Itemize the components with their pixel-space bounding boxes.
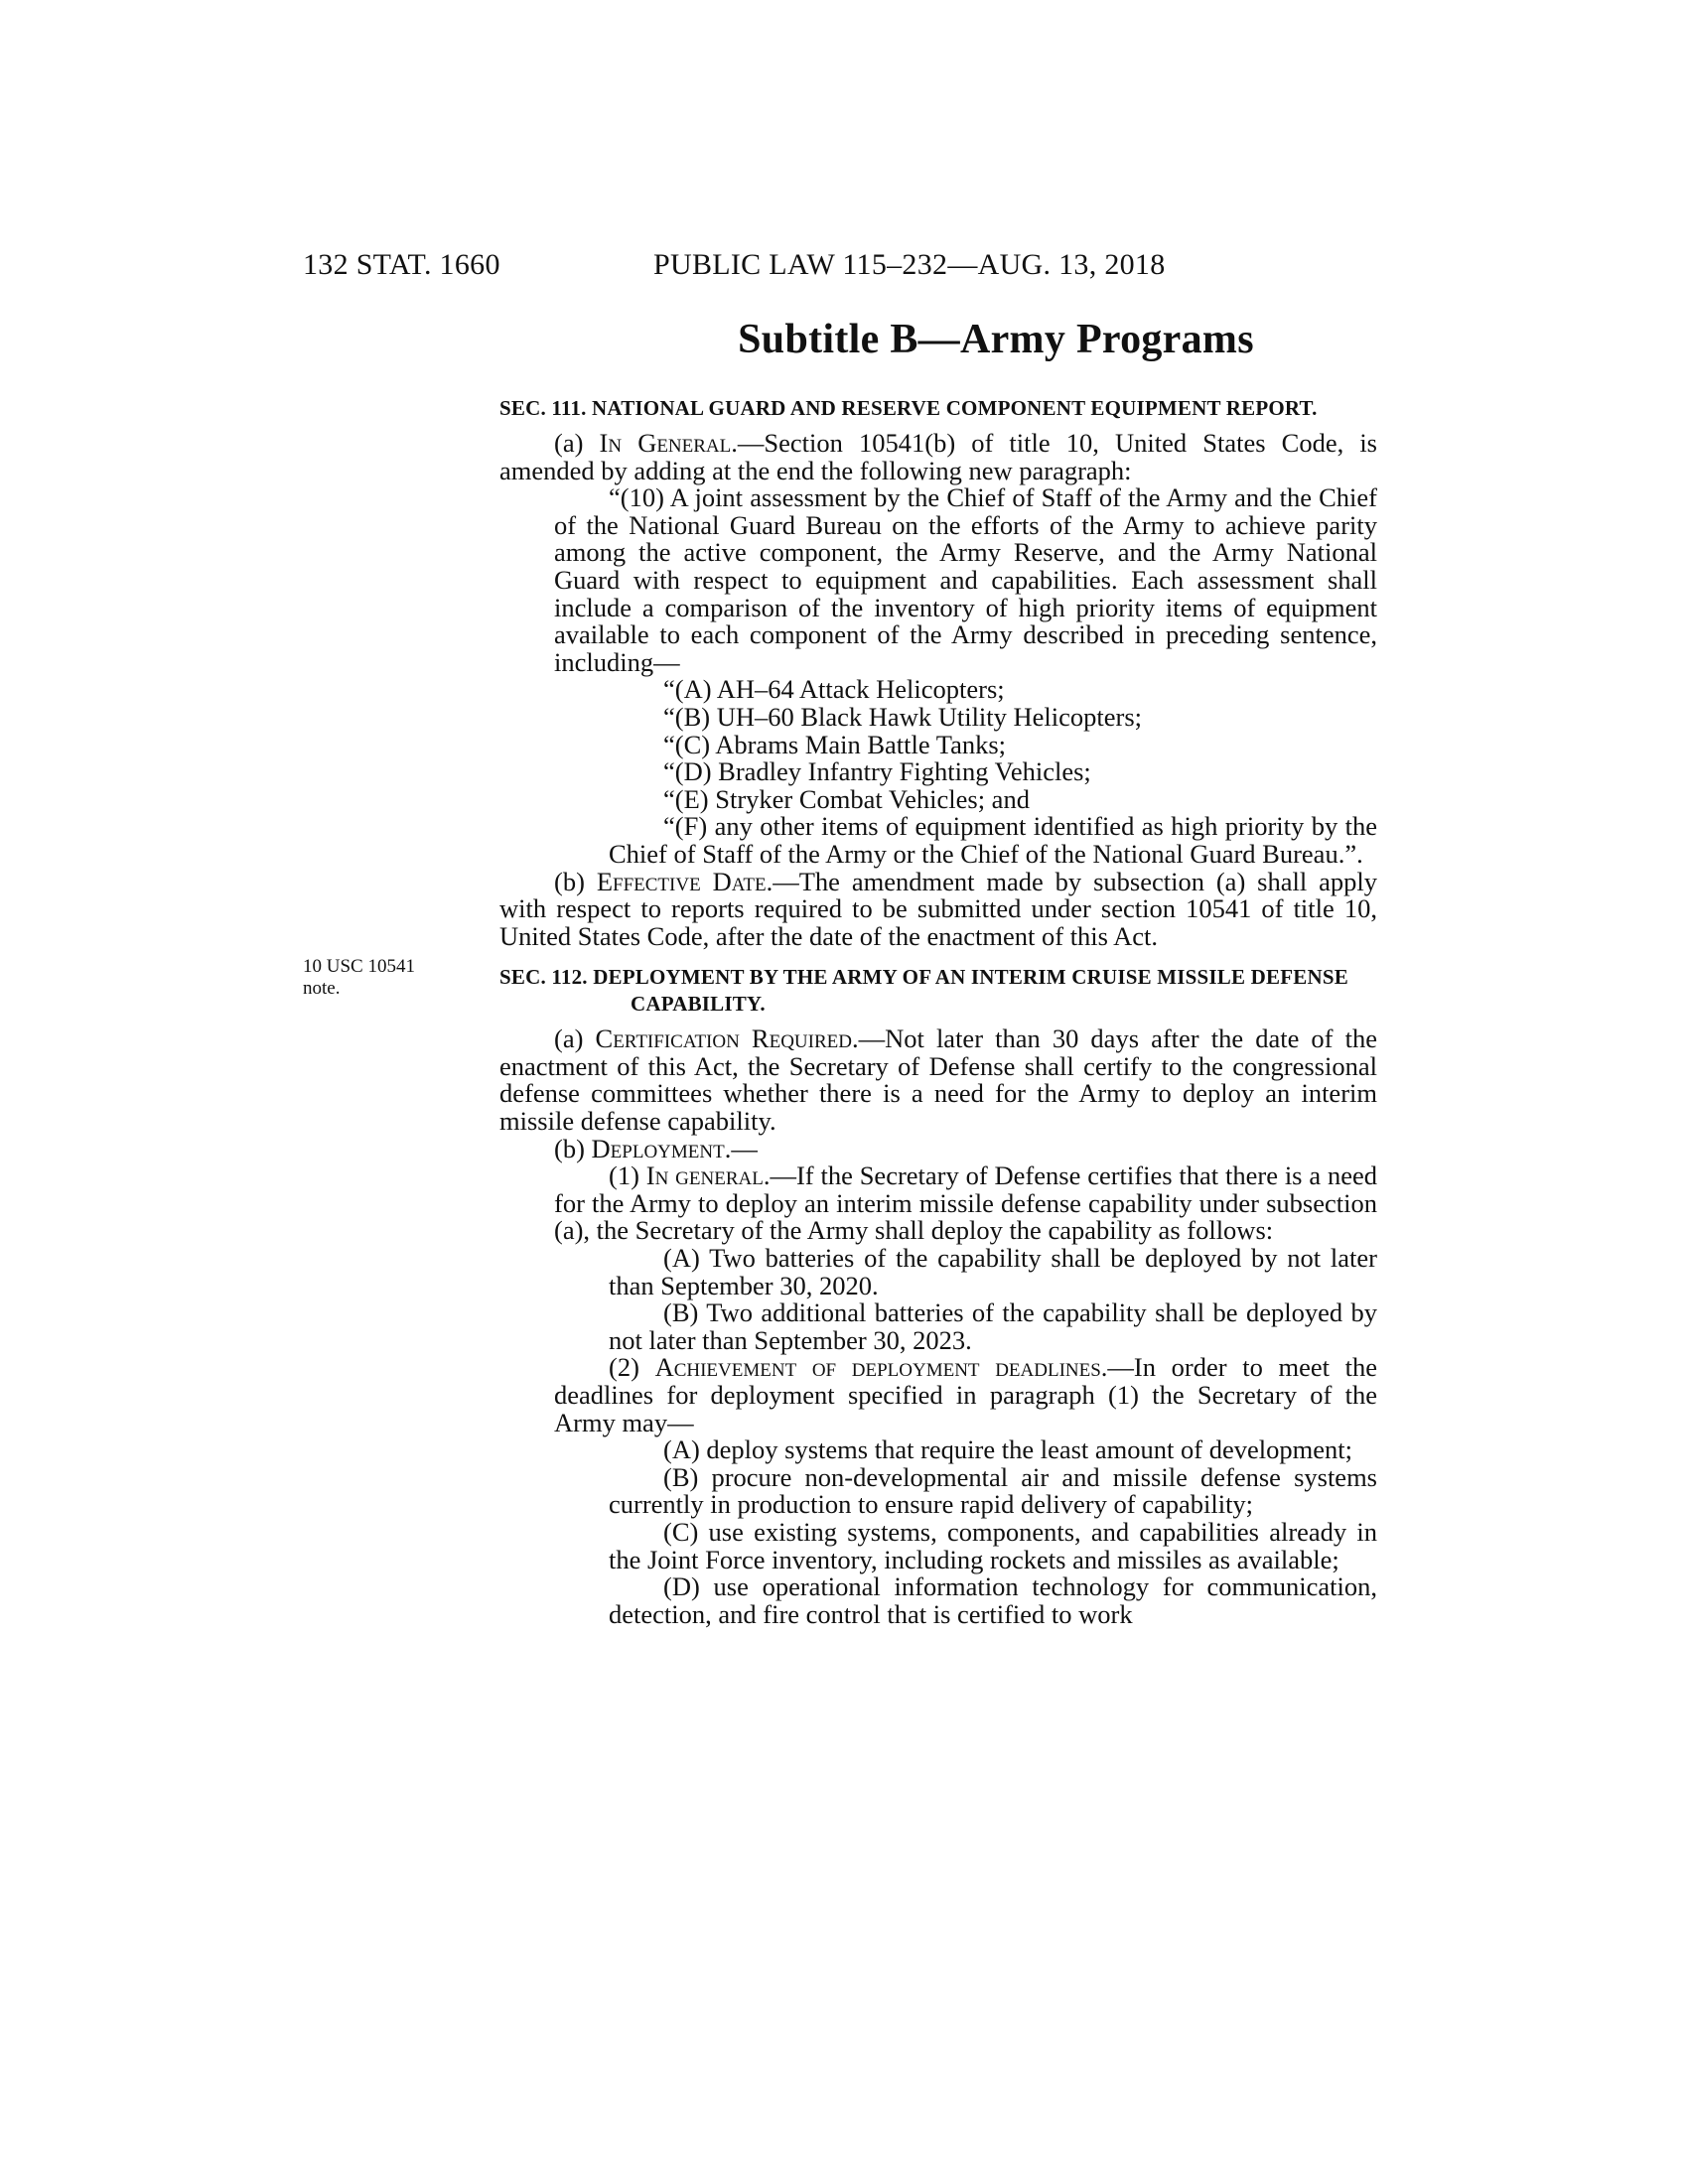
margin-note-label: note. <box>303 978 341 999</box>
sec111-item-f: “(F) any other items of equipment identified as high priority by the Chief of Staff of the Army or the Chief of the National Guard Bureau.”. <box>609 811 1377 869</box>
sec112-a-caption: Certification Required <box>595 1024 852 1054</box>
sec112-b1-text: .—If the Secretary of Defense certifies that there is a need for the Army to deploy an interim missile defense capability under subsection (a), the Secretary of the Army shall deploy the capability as follows: <box>554 1160 1377 1246</box>
sec111-a-caption: In General <box>599 428 732 458</box>
sec112-b-caption: Deployment <box>591 1133 725 1163</box>
sec112-subsection-a <box>499 1025 1377 1135</box>
sec111-a-prefix: (a) <box>554 428 600 458</box>
sec112-p2-item-d: (D) use operational information technology for communication, detection, and fire control that is certified to work <box>609 1571 1377 1629</box>
sec112-b-text: .— <box>724 1133 758 1163</box>
sec112-paragraph-1 <box>499 1162 1377 1245</box>
sec112-p2-item-c: (C) use existing systems, components, and capabilities already in the Joint Force inventory, including rockets and missiles as available; <box>609 1516 1377 1574</box>
subtitle-heading: Subtitle B—Army Programs <box>738 317 1254 362</box>
sec111-item-d: “(D) Bradley Infantry Fighting Vehicles; <box>663 756 1091 787</box>
sec112-p1-item-a: (A) Two batteries of the capability shall be deployed by not later than September 30, 2020. <box>609 1243 1377 1300</box>
sec111-subsection-b <box>499 866 1378 951</box>
sec111-item-c: “(C) Abrams Main Battle Tanks; <box>663 729 1007 759</box>
sec111-b-caption: Effective Date <box>596 866 767 896</box>
sec112-p2-item-a: (A) deploy systems that require the least amount of development; <box>663 1434 1352 1465</box>
sec112-b2-caption: Achievement of deployment deadlines <box>654 1352 1101 1383</box>
margin-note <box>303 956 415 1000</box>
sec112-b1-prefix: (1) <box>609 1160 646 1191</box>
section-111-heading: SEC. 111. NATIONAL GUARD AND RESERVE COMPONENT EQUIPMENT REPORT. <box>499 396 1318 420</box>
sec111-item-b: “(B) UH–60 Black Hawk Utility Helicopters; <box>663 701 1143 732</box>
sec112-b2-prefix: (2) <box>609 1352 655 1383</box>
sec111-subsection-a <box>499 430 1377 484</box>
document-body <box>499 395 1377 1628</box>
sec112-p2-item-b: (B) procure non-developmental air and missile defense systems currently in production to ensure rapid delivery of capability; <box>609 1461 1377 1520</box>
sec111-item-a: “(A) AH–64 Attack Helicopters; <box>663 674 1005 705</box>
sec112-p1-item-b: (B) Two additional batteries of the capability shall be deployed by not later than September 30, 2023. <box>609 1297 1377 1355</box>
public-law-header: PUBLIC LAW 115–232—AUG. 13, 2018 <box>653 248 1166 281</box>
statute-page-number: 132 STAT. 1660 <box>303 248 500 281</box>
sec112-a-text: .—Not later than 30 days after the date of the enactment of this Act, the Secretary of Defense shall certify to the congressional defense committees whether there is a need for the Army to deploy an interim missile defense capability. <box>499 1024 1377 1137</box>
sec112-subsection-b <box>499 1133 1377 1163</box>
sec112-b-prefix: (b) <box>554 1133 592 1163</box>
sec111-a-text: .—Section 10541(b) of title 10, United States Code, is amended by adding at the end the following new paragraph: <box>499 428 1377 485</box>
sec111-item-e: “(E) Stryker Combat Vehicles; and <box>663 783 1030 814</box>
sec111-b-text: .—The amendment made by subsection (a) shall apply with respect to reports required to be submitted under section 10541 of title 10, United States Code, after the date of the enactment of this Act. <box>499 866 1378 951</box>
sec112-paragraph-2 <box>499 1354 1377 1436</box>
sec111-b-prefix: (b) <box>554 866 597 896</box>
sec112-b1-caption: In general <box>645 1160 764 1191</box>
section-112-heading: SEC. 112. DEPLOYMENT BY THE ARMY OF AN INTERIM CRUISE MISSILE DEFENSE CAPABILITY. <box>499 965 1348 1017</box>
sec112-a-prefix: (a) <box>554 1024 596 1054</box>
sec111-paragraph-10: “(10) A joint assessment by the Chief of Staff of the Army and the Chief of the National Guard Bureau on the efforts of the Army to achieve parity among the active component, the Army Reserve, and the Army National Guard with respect to equipment and capabilities. Each assessment shall include a comparison of the inventory of high priority items of equipment available to each component of the Army described in preceding sentence, including— <box>554 482 1377 677</box>
margin-note-citation: 10 USC 10541 <box>303 956 415 977</box>
sec112-b2-text: .—In order to meet the deadlines for deployment specified in paragraph (1) the Secretary of the Army may— <box>554 1352 1377 1437</box>
